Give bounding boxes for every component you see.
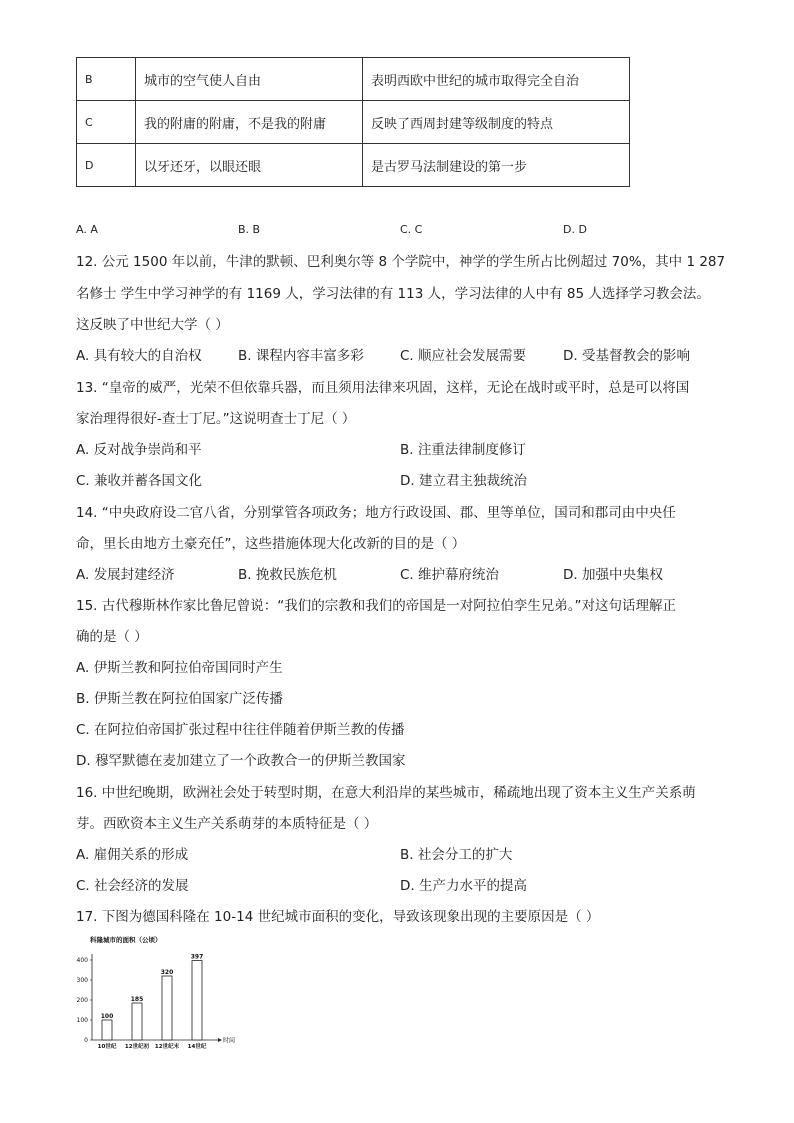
q16-option-b: B. 社会分工的扩大 [400,847,513,863]
q14-option-b: B. 挽救民族危机 [238,567,337,583]
x-tick-label: 14世纪 [187,1044,207,1050]
y-tick-label: 300 [76,977,88,984]
q14-option-d: D. 加强中央集权 [563,567,663,583]
bar [102,1020,112,1040]
chart-title: 科隆城市的面积（公顷） [90,936,162,944]
table-row [77,101,630,144]
y-tick-label: 0 [84,1037,88,1044]
x-axis-label: 时间 [223,1037,236,1045]
q16-line-2: 芽。西欧资本主义生产关系萌芽的本质特征是（ ） [76,816,378,832]
row-interpretation: 表明西欧中世纪的城市取得完全自治 [363,58,630,101]
row-interpretation: 是古罗马法制建设的第一步 [363,144,630,187]
q16-line-1: 16. 中世纪晚期，欧洲社会处于转型时期，在意大利沿岸的某些城市，稀疏地出现了资本主义生产关系萌 [76,785,696,801]
q13-line-1: 13. “皇帝的威严，光荣不但依靠兵器，而且须用法律来巩固，这样，无论在战时或平时，总是可以将国 [76,380,690,396]
q13-option-a: A. 反对战争崇尚和平 [76,442,202,458]
q11-option-d: D. D [563,223,587,236]
q11-option-a: A. A [76,223,98,236]
row-quote: 以牙还牙，以眼还眼 [136,144,363,187]
q15-option-c: C. 在阿拉伯帝国扩张过程中往往伴随着伊斯兰教的传播 [76,722,405,738]
row-letter: D [77,144,136,187]
q13-option-c: C. 兼收并蓄各国文化 [76,473,203,489]
q11-option-c: C. C [400,223,423,236]
q11-option-b: B. B [238,223,261,236]
q13-option-b: B. 注重法律制度修订 [400,442,526,458]
bar-value-label: 100 [100,1013,114,1020]
x-tick-label: 10世纪 [97,1044,117,1050]
options-table [76,57,630,187]
x-tick-label: 12世纪末 [154,1044,180,1050]
q16-option-c: C. 社会经济的发展 [76,878,189,894]
q15-line-1: 15. 古代穆斯林作家比鲁尼曾说：“我们的宗教和我们的帝国是一对阿拉伯孪生兄弟。”对这句话理解正 [76,598,676,614]
q15-option-a: A. 伊斯兰教和阿拉伯帝国同时产生 [76,660,283,676]
q12-line-2: 名修士 学生中学习神学的有 1169 人，学习法律的有 113 人，学习法律的人中有 85 人选择学习教会法。 [76,286,710,302]
city-area-bar-chart [68,932,248,1060]
q12-option-b: B. 课程内容丰富多彩 [238,348,364,364]
row-quote: 城市的空气使人自由 [136,58,363,101]
table-row [77,144,630,187]
row-interpretation: 反映了西周封建等级制度的特点 [363,101,630,144]
bar [132,1003,142,1040]
y-tick-label: 100 [76,1017,88,1024]
q12-line-3: 这反映了中世纪大学（ ） [76,317,229,333]
row-quote: 我的附庸的附庸，不是我的附庸 [136,101,363,144]
q15-option-d: D. 穆罕默德在麦加建立了一个政教合一的伊斯兰教国家 [76,753,406,769]
q16-option-a: A. 雇佣关系的形成 [76,847,189,863]
bar-value-label: 185 [130,996,144,1003]
q15-line-2: 确的是（ ） [76,629,148,645]
q16-option-d: D. 生产力水平的提高 [400,878,527,894]
bar-value-label: 320 [160,969,174,976]
y-tick-label: 200 [76,997,88,1004]
x-tick-label: 12世纪初 [124,1044,150,1050]
bar [162,976,172,1040]
q17-line-1: 17. 下图为德国科隆在 10-14 世纪城市面积的变化，导致该现象出现的主要原因是（ ） [76,909,600,925]
q14-option-c: C. 维护幕府统治 [400,567,500,583]
bar [192,961,202,1040]
q12-option-d: D. 受基督教会的影响 [563,348,690,364]
bar-value-label: 397 [190,953,204,961]
chart-bars [98,954,207,1050]
q13-line-2: 家治理得很好-查士丁尼。”这说明查士丁尼（ ） [76,411,356,427]
q12-option-c: C. 顺应社会发展需要 [400,348,527,364]
q12-line-1: 12. 公元 1500 年以前，牛津的默顿、巴利奥尔等 8 个学院中，神学的学生所占比例超过 70%，其中 1 287 [76,254,726,270]
chart-axes [77,954,235,1045]
row-letter: C [77,101,136,144]
q14-line-2: 命，里长由地方土豪充任”，这些措施体现大化改新的目的是（ ） [76,536,466,552]
y-tick-label: 400 [76,957,88,964]
q14-line-1: 14. “中央政府设二官八省，分别掌管各项政务；地方行政设国、郡、里等单位，国司和郡司由中央任 [76,505,676,521]
q14-option-a: A. 发展封建经济 [76,567,175,583]
x-axis-arrow [218,1038,222,1042]
row-letter: B [77,58,136,101]
q12-option-a: A. 具有较大的自治权 [76,348,202,364]
q13-option-d: D. 建立君主独裁统治 [400,473,527,489]
q15-option-b: B. 伊斯兰教在阿拉伯国家广泛传播 [76,691,283,707]
table-row [77,58,630,101]
